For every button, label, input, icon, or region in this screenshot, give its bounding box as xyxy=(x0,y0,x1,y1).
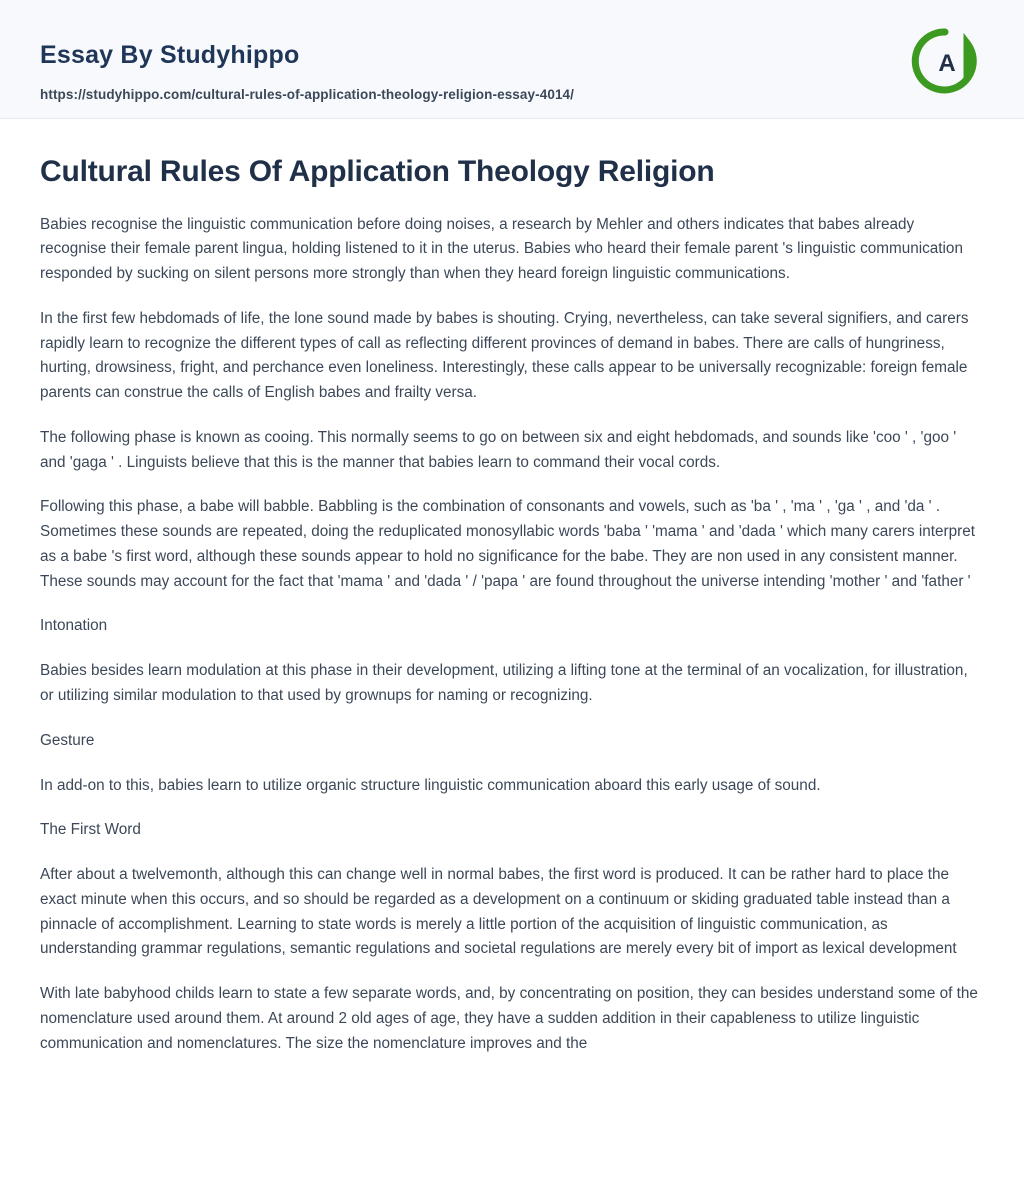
article-paragraph: In the first few hebdomads of life, the lone sound made by babes is shouting. Crying, nevertheless, can take several signifiers, and carers rapidly learn to recognize the different types of call as reflecting different provinces of demand in babes. There are calls of hungriness, hurting, drowsiness, fright, and perchance even loneliness. Interestingly, these calls appear to be universally recognizable: foreign female parents can construe the calls of English babes and frailty versa. xyxy=(40,309,969,402)
page-title: Cultural Rules Of Application Theology Religion xyxy=(40,155,715,188)
studyhippo-logo-icon xyxy=(910,26,980,96)
article-paragraph: Babies besides learn modulation at this phase in their development, utilizing a lifting tone at the terminal of an vocalization, for illustration, or utilizing similar modulation to that used by grownups for naming or recognizing. xyxy=(40,662,968,704)
article-paragraph: Babies recognise the linguistic communication before doing noises, a research by Mehler and others indicates that babes already recognise their female parent lingua, holding listened to it in the uterus. Babies who heard their female parent 's linguistic communication responded by sucking on silent persons more strongly than when they heard foreign linguistic communications. xyxy=(40,215,963,283)
section-subheading: The First Word xyxy=(40,821,141,839)
article-paragraph: The following phase is known as cooing. This normally seems to go on between six and eight hebdomads, and sounds like 'coo ' , 'goo ' and 'gaga ' . Linguists believe that this is the manner that babies learn to command their vocal cords. xyxy=(40,428,957,471)
site-header xyxy=(0,0,1024,119)
source-url-link[interactable]: https://studyhippo.com/cultural-rules-of-application-theology-religion-essay-4014/ xyxy=(40,87,575,102)
article-paragraph: Following this phase, a babe will babble. Babbling is the combination of consonants and vowels, such as 'ba ' , 'ma ' , 'ga ' , and 'da ' . Sometimes these sounds are repeated, doing the reduplicated monosyllabic words 'baba ' 'mama ' and 'dada ' which many carers interpret as a babe 's first word, although these sounds appear to hold no significance for the babe. They are non used in any consistent manner. These sounds may account for the fact that 'mama ' and 'dada ' / 'papa ' are found throughout the universe intending 'mother ' and 'father ' xyxy=(40,498,975,590)
svg-text:A: A xyxy=(938,50,956,77)
article-paragraph: After about a twelvemonth, although this can change well in normal babes, the first word is produced. It can be rather hard to place the exact minute when this occurs, and so should be regarded as a development on a continuum or skiding graduated table instead than a pinnacle of accomplishment. Learning to state words is merely a little portion of the acquisition of linguistic communication, as understanding grammar regulations, semantic regulations and societal regulations are merely every bit of import as lexical development xyxy=(40,866,957,958)
section-subheading: Gesture xyxy=(40,731,95,749)
article-body xyxy=(0,153,1024,1056)
section-subheading: Intonation xyxy=(40,617,108,635)
article-paragraph: In add-on to this, babies learn to utilize organic structure linguistic communication aboard this early usage of sound. xyxy=(40,776,821,794)
article-blocks xyxy=(40,213,984,1057)
article-paragraph: With late babyhood childs learn to state a few separate words, and, by concentrating on position, they can besides understand some of the nomenclature used around them. At around 2 old ages of age, they have a sudden addition in their capableness to utilize linguistic communication and nomenclatures. The size the nomenclature improves and the xyxy=(40,985,978,1052)
site-brand: Essay By Studyhippo xyxy=(40,41,300,69)
